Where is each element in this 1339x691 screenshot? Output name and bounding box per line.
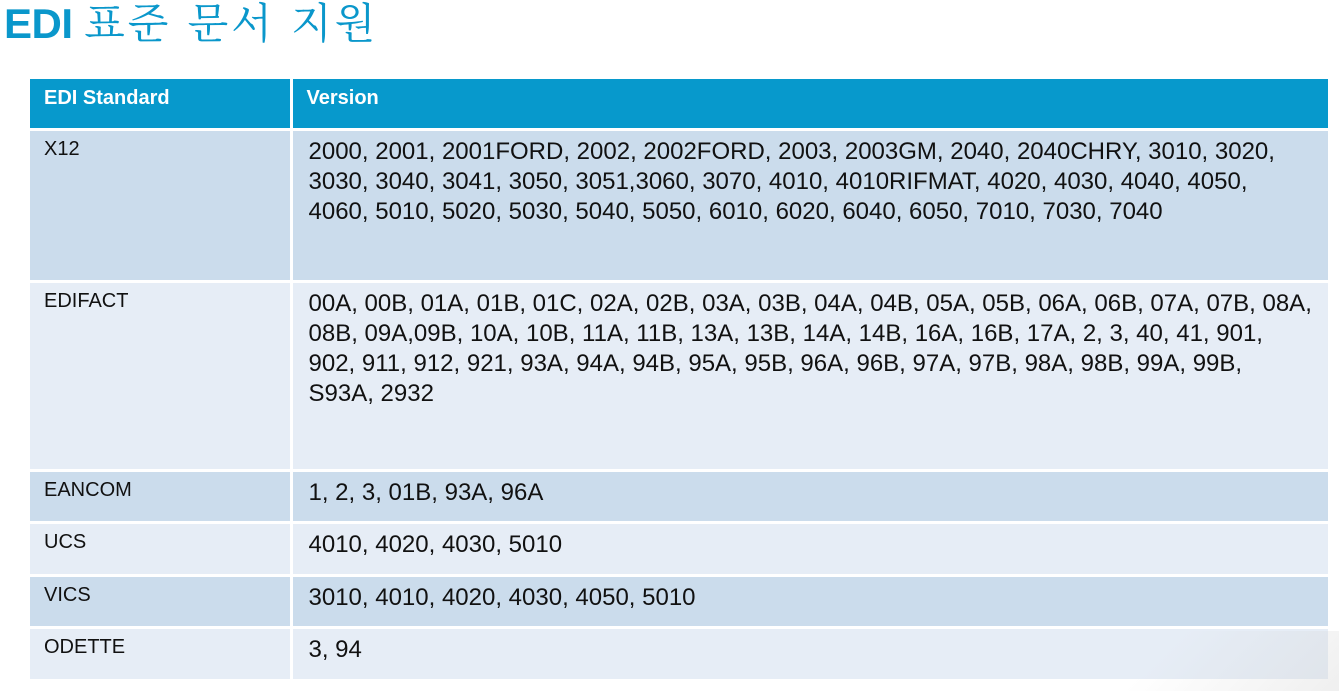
version-cell: 00A, 00B, 01A, 01B, 01C, 02A, 02B, 03A, 03B, 04A, 04B, 05A, 05B, 06A, 06B, 07A, 07B, 08A, 08B, 09A,09B, 10A, 10B, 11A, 11B, 13A, 13B, 14A, 14B, 16A, 16B, 17A, 2, 3, 40, 41, 901, 902, 911, 912, 921, 93A, 94A, 94B, 95A, 95B, 96A, 96B, 97A, 97B, 98A, 98B, 99A, 99B, S93A, 2932 (291, 281, 1328, 470)
table-row-eancom (30, 470, 1328, 522)
table-row-vics (30, 575, 1328, 627)
version-cell: 4010, 4020, 4030, 5010 (291, 522, 1328, 575)
table-row-x12 (30, 129, 1328, 281)
standard-cell: VICS (30, 575, 291, 627)
table-row-ucs (30, 522, 1328, 575)
standard-cell: ODETTE (30, 627, 291, 680)
standard-cell: X12 (30, 129, 291, 281)
column-header-edi-standard: EDI Standard (30, 79, 291, 129)
standard-cell: EDIFACT (30, 281, 291, 470)
page-title-hangul: 표준 문서 지원 (84, 0, 379, 48)
table-row-odette (30, 627, 1328, 680)
edi-standards-table (30, 79, 1328, 682)
version-cell: 1, 2, 3, 01B, 93A, 96A (291, 470, 1328, 522)
standard-cell: UCS (30, 522, 291, 575)
standard-cell: EANCOM (30, 470, 291, 522)
column-header-version: Version (291, 79, 1328, 129)
version-cell: 3010, 4010, 4020, 4030, 4050, 5010 (291, 575, 1328, 627)
version-cell: 3, 94 (291, 627, 1328, 680)
page-title (4, 0, 378, 50)
page-title-latin: EDI (4, 0, 73, 47)
table-row-edifact (30, 281, 1328, 470)
table-header-row (30, 79, 1328, 129)
version-cell: 2000, 2001, 2001FORD, 2002, 2002FORD, 2003, 2003GM, 2040, 2040CHRY, 3010, 3020, 3030, 3040, 3041, 3050, 3051,3060, 3070, 4010, 4010RIFMAT, 4020, 4030, 4040, 4050, 4060, 5010, 5020, 5030, 5040, 5050, 6010, 6020, 6040, 6050, 7010, 7030, 7040 (291, 129, 1328, 281)
